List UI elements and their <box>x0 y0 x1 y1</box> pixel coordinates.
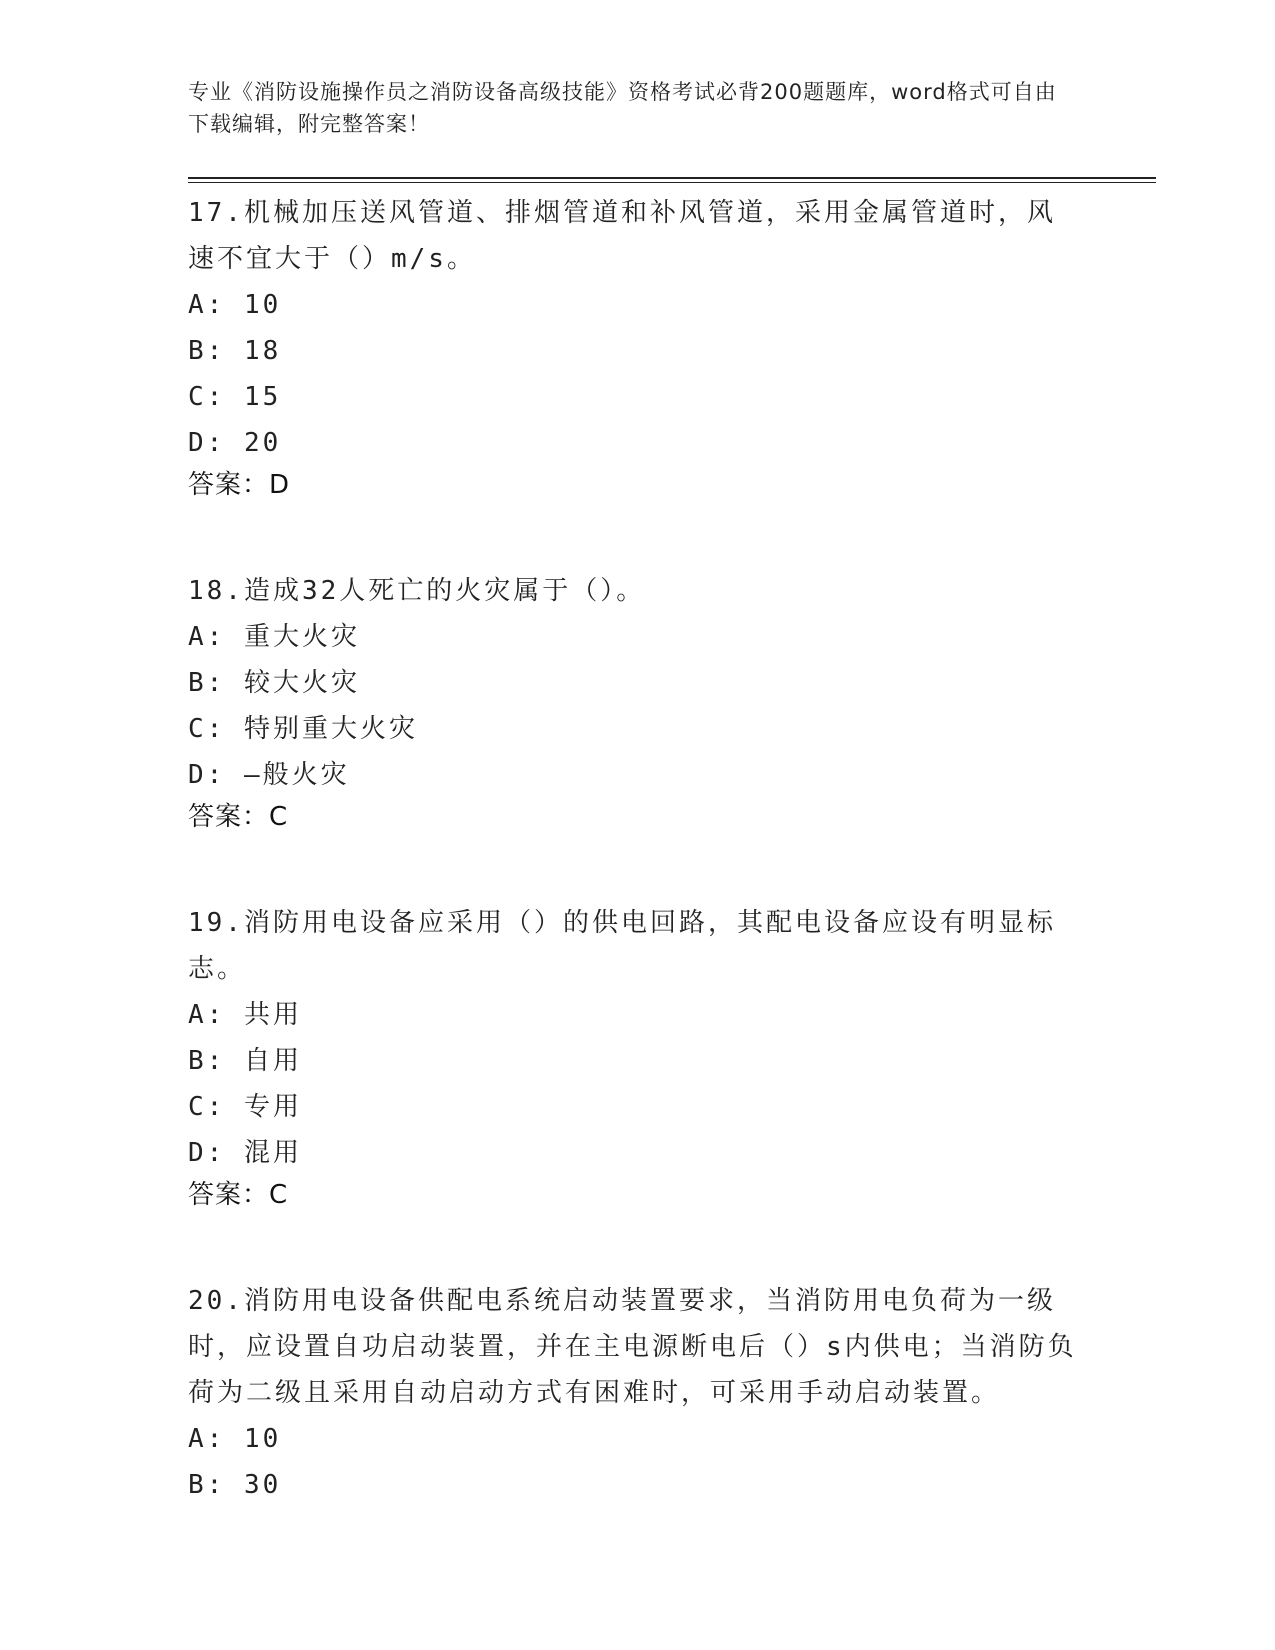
answer-text: 答案：D <box>188 470 291 500</box>
option-a: A: 10 <box>188 1424 282 1454</box>
question-text: 20.消防用电设备供配电系统启动装置要求，当消防用电负荷为一级时，应设置自功启动装置，并在主电源断电后（）s内供电；当消防负荷为二级且采用自动启动方式有困难时，可采用手动启动装置。 <box>188 1286 1077 1408</box>
question-text: 19.消防用电设备应采用（）的供电回路，其配电设备应设有明显标志。 <box>188 908 1056 984</box>
question-list <box>188 190 1078 1570</box>
option-b: B: 较大火灾 <box>188 668 360 698</box>
question-text: 18.造成32人死亡的火灾属于（）。 <box>188 576 646 606</box>
option-c: C: 专用 <box>188 1092 302 1122</box>
document-header: 专业《消防设施操作员之消防设备高级技能》资格考试必背200题题库，word格式可自由下载编辑，附完整答案！ <box>188 80 1057 136</box>
option-d: D: 20 <box>188 428 282 458</box>
option-c: C: 特别重大火灾 <box>188 714 418 744</box>
question-text: 17.机械加压送风管道、排烟管道和补风管道，采用金属管道时，风速不宜大于（）m/s。 <box>188 198 1056 274</box>
option-b: B: 18 <box>188 336 282 366</box>
option-b: B: 30 <box>188 1470 282 1500</box>
option-d: D: —般火灾 <box>188 760 350 790</box>
option-a: A: 共用 <box>188 1000 302 1030</box>
question-item <box>188 1278 1078 1508</box>
answer-text: 答案：C <box>188 802 289 832</box>
option-d: D: 混用 <box>188 1138 302 1168</box>
header-rule-thin <box>188 182 1156 183</box>
question-item <box>188 568 1078 838</box>
question-item <box>188 900 1078 1216</box>
option-a: A: 10 <box>188 290 282 320</box>
option-c: C: 15 <box>188 382 282 412</box>
question-item <box>188 190 1078 506</box>
header-rule <box>188 177 1156 179</box>
answer-text: 答案：C <box>188 1180 289 1210</box>
option-a: A: 重大火灾 <box>188 622 360 652</box>
option-b: B: 自用 <box>188 1046 302 1076</box>
